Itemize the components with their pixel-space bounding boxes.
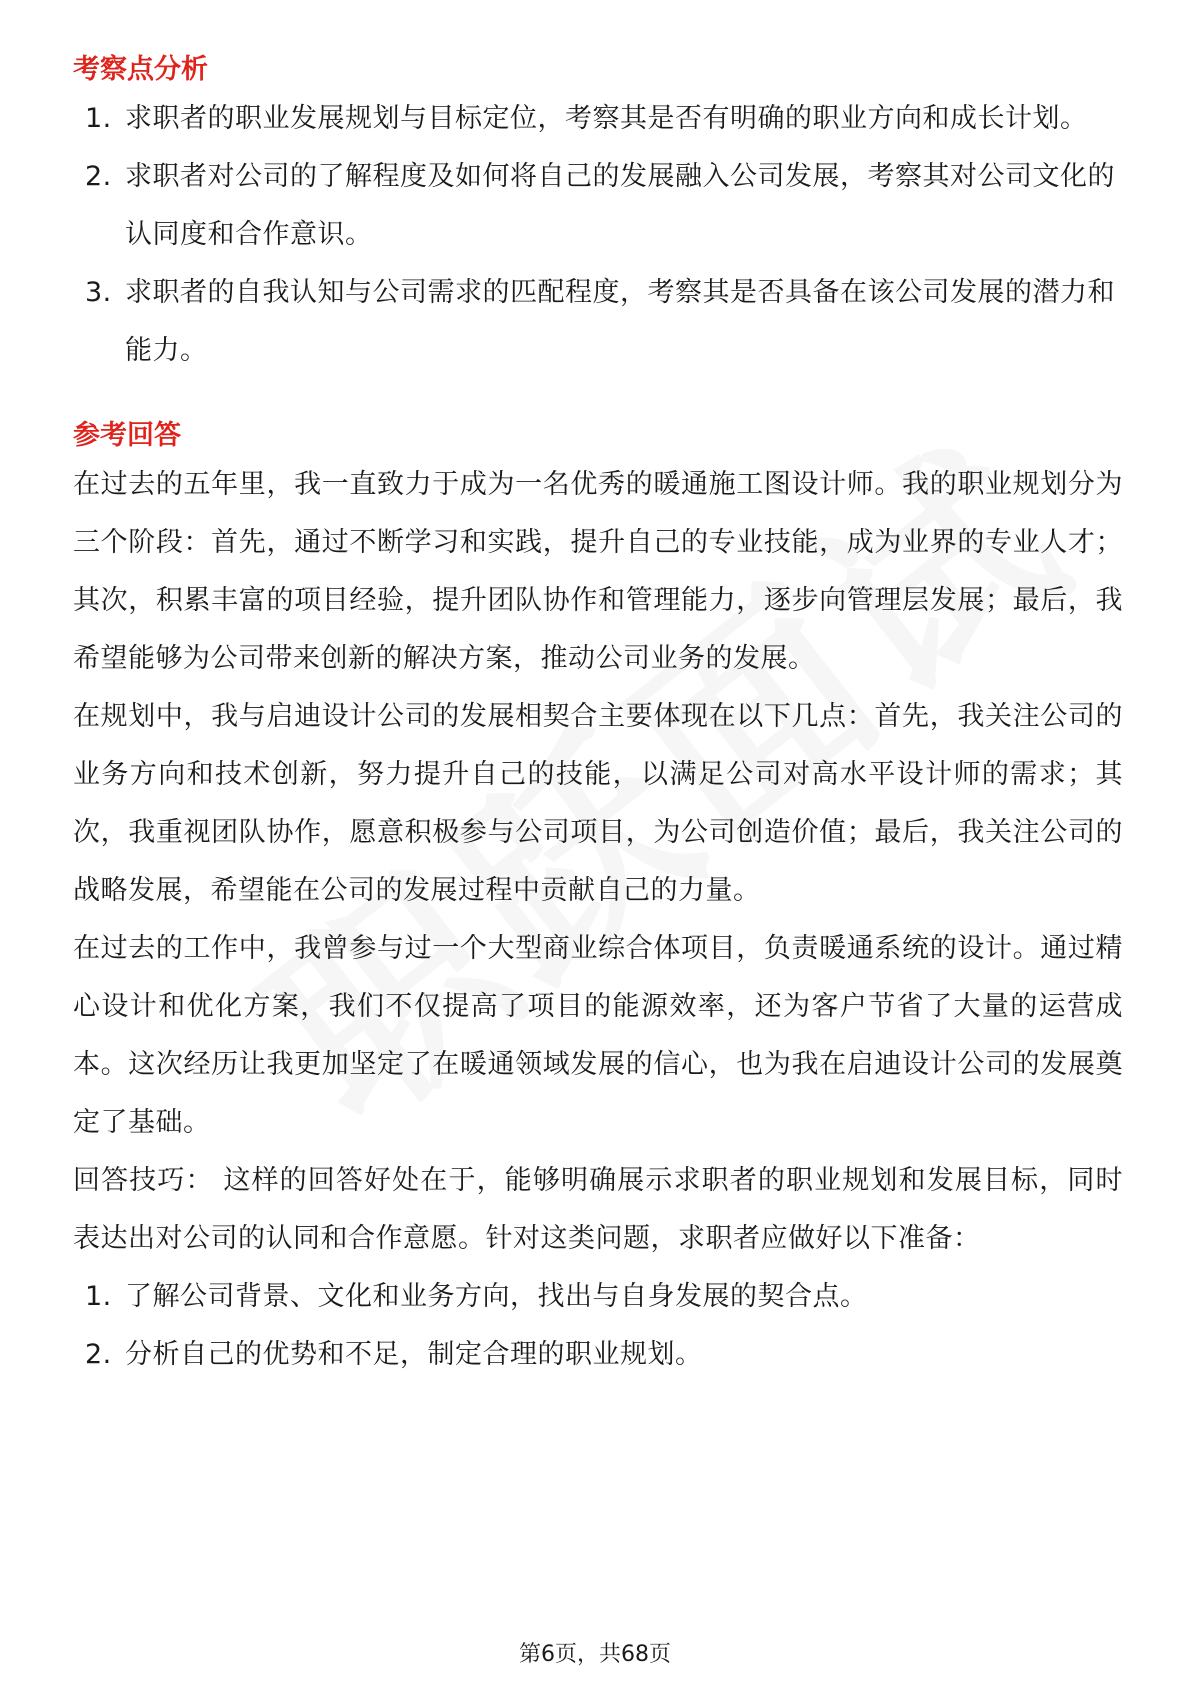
tips-list (73, 1268, 1123, 1384)
answer-paragraph: 在过去的工作中，我曾参与过一个大型商业综合体项目，负责暖通系统的设计。通过精心设计和优化方案，我们不仅提高了项目的能源效率，还为客户节省了大量的运营成本。这次经历让我更加坚定了在暖通领域发展的信心，也为我在启迪设计公司的发展奠定了基础。 (73, 933, 1123, 1138)
page-number: 第6页，共68页 (519, 1642, 671, 1667)
analysis-heading: 考察点分析 (73, 54, 208, 85)
document-page (73, 44, 1123, 1384)
answer-paragraph: 在过去的五年里，我一直致力于成为一名优秀的暖通施工图设计师。我的职业规划分为三个阶段：首先，通过不断学习和实践，提升自己的专业技能，成为业界的专业人才；其次，积累丰富的项目经验，提升团队协作和管理能力，逐步向管理层发展；最后，我希望能够为公司带来创新的解决方案，推动公司业务的发展。 (73, 469, 1123, 674)
analysis-item-text: 求职者的职业发展规划与目标定位，考察其是否有明确的职业方向和成长计划。 (125, 103, 1088, 134)
analysis-list (73, 90, 1123, 380)
tips-item (73, 1268, 1123, 1326)
analysis-item-text: 求职者对公司的了解程度及如何将自己的发展融入公司发展，考察其对公司文化的认同度和合作意识。 (125, 161, 1115, 250)
answer-paragraph: 在规划中，我与启迪设计公司的发展相契合主要体现在以下几点：首先，我关注公司的业务方向和技术创新，努力提升自己的技能，以满足公司对高水平设计师的需求；其次，我重视团队协作，愿意积极参与公司项目，为公司创造价值；最后，我关注公司的战略发展，希望能在公司的发展过程中贡献自己的力量。 (73, 701, 1123, 906)
list-number: 2. (85, 1339, 112, 1370)
tips-item (73, 1326, 1123, 1384)
analysis-item (73, 90, 1123, 148)
list-number: 2. (85, 161, 112, 192)
analysis-item-text: 求职者的自我认知与公司需求的匹配程度，考察其是否具备在该公司发展的潜力和能力。 (125, 277, 1115, 366)
list-number: 1. (85, 1281, 112, 1312)
tips-item-text: 分析自己的优势和不足，制定合理的职业规划。 (125, 1339, 703, 1370)
list-number: 1. (85, 103, 112, 134)
analysis-item (73, 148, 1123, 264)
list-number: 3. (85, 277, 112, 308)
tips-item-text: 了解公司背景、文化和业务方向，找出与自身发展的契合点。 (125, 1281, 868, 1312)
answer-tips-paragraph: 回答技巧： 这样的回答好处在于，能够明确展示求职者的职业规划和发展目标，同时表达出对公司的认同和合作意愿。针对这类问题，求职者应做好以下准备： (73, 1165, 1123, 1254)
answer-heading: 参考回答 (73, 420, 181, 451)
analysis-item (73, 264, 1123, 380)
